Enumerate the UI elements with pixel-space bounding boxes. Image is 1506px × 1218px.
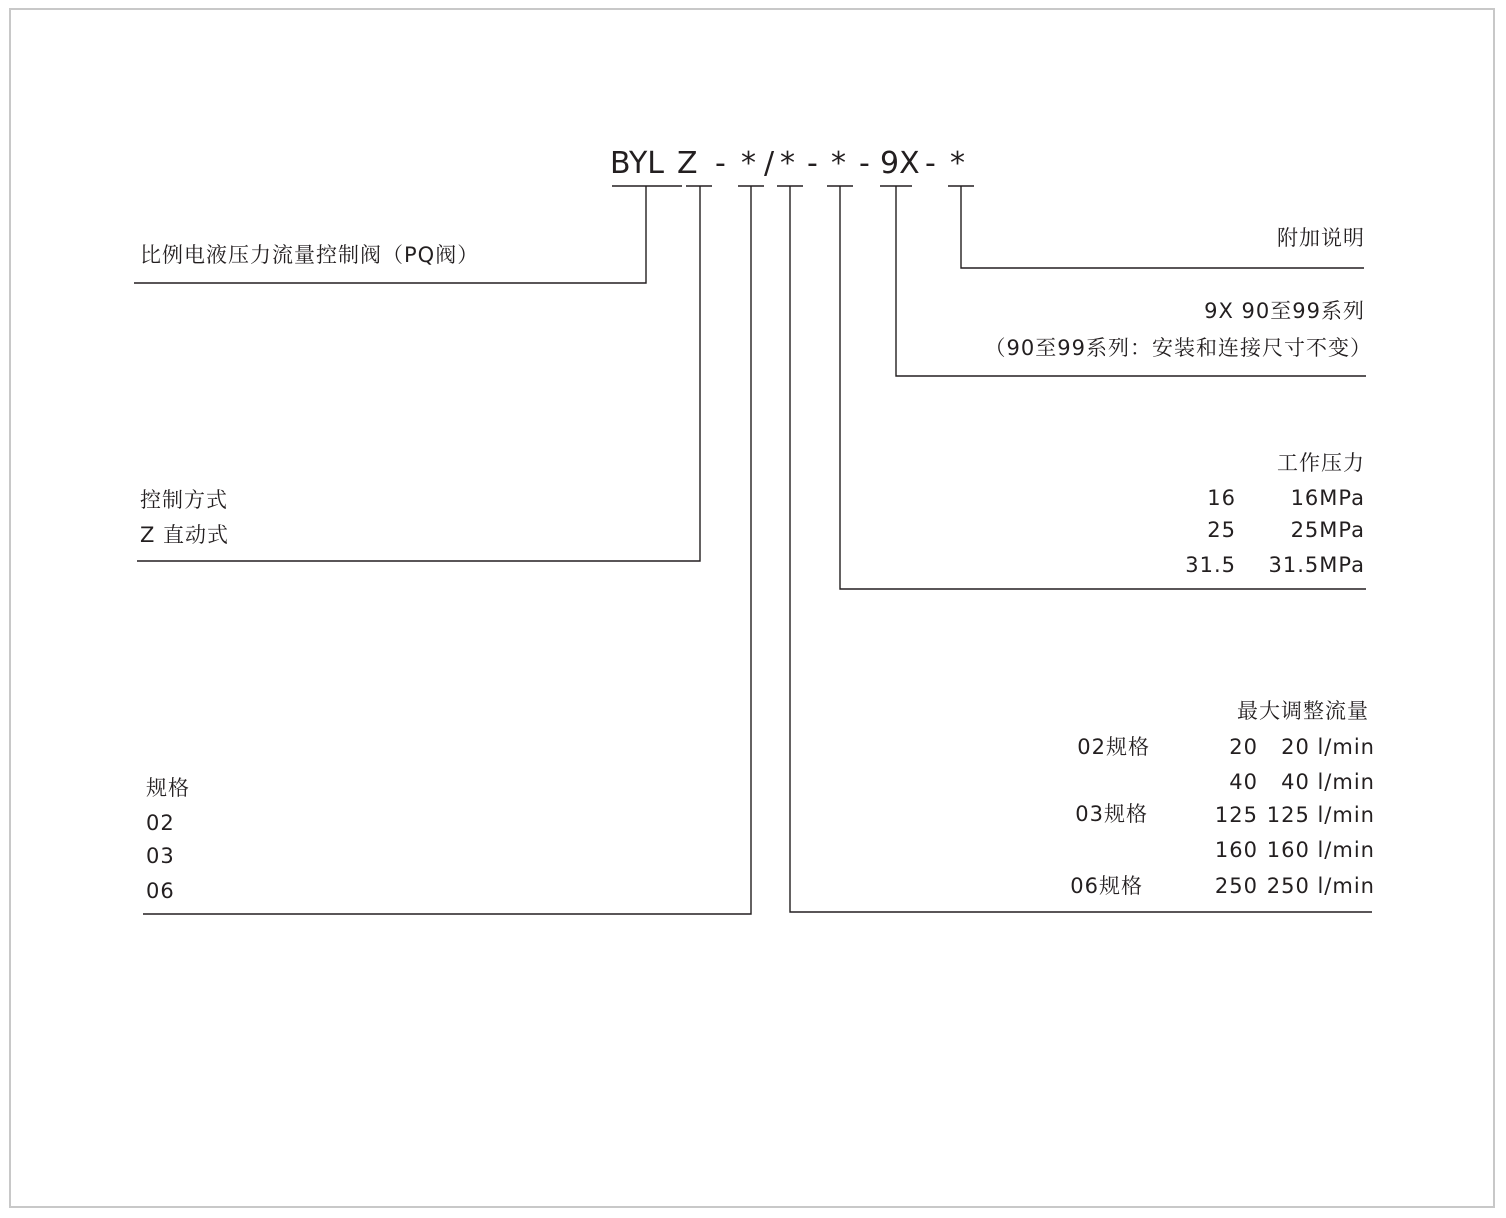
pressure-value-16: 16MPa — [1290, 486, 1365, 510]
code-dash-2: - — [807, 146, 818, 181]
pressure-code-31-5: 31.5 — [1185, 553, 1236, 577]
flow-value-250: 250 l/min — [1266, 874, 1375, 898]
flow-size-06: 06规格 — [1070, 874, 1143, 898]
size-option-03: 03 — [146, 844, 175, 868]
code-extra: * — [950, 146, 965, 181]
code-spec: * — [741, 146, 756, 181]
flow-value-40: 40 l/min — [1281, 770, 1375, 794]
control-mode-option: Z 直动式 — [140, 523, 230, 547]
pressure-title: 工作压力 — [1277, 451, 1365, 475]
extra-note-title: 附加说明 — [1277, 226, 1365, 250]
code-prefix: BYL — [610, 146, 664, 181]
flow-size-02: 02规格 — [1077, 735, 1150, 759]
code-pressure: * — [831, 146, 846, 181]
flow-code-40: 40 — [1229, 770, 1258, 794]
flow-code-20: 20 — [1229, 735, 1258, 759]
flow-code-125: 125 — [1214, 803, 1258, 827]
code-series: 9X — [880, 146, 920, 181]
flow-title: 最大调整流量 — [1237, 699, 1369, 723]
size-option-02: 02 — [146, 811, 175, 835]
control-mode-title: 控制方式 — [140, 488, 228, 512]
code-dash-1: - — [715, 146, 726, 181]
code-dash-4: - — [925, 146, 936, 181]
code-dash-3: - — [859, 146, 870, 181]
size-option-06: 06 — [146, 879, 175, 903]
code-slash: / — [764, 146, 775, 181]
flow-code-160: 160 — [1214, 838, 1258, 862]
flow-size-03: 03规格 — [1075, 802, 1148, 826]
flow-value-20: 20 l/min — [1281, 735, 1375, 759]
leader-product — [134, 186, 646, 283]
leader-size — [143, 186, 751, 914]
pressure-value-25: 25MPa — [1290, 518, 1365, 542]
flow-value-160: 160 l/min — [1266, 838, 1375, 862]
series-line-2: （90至99系列：安装和连接尺寸不变） — [984, 336, 1372, 360]
series-line-1: 9X 90至99系列 — [1204, 299, 1365, 323]
code-flow: * — [780, 146, 795, 181]
pressure-code-16: 16 — [1207, 486, 1236, 510]
pressure-value-31-5: 31.5MPa — [1268, 553, 1365, 577]
product-name: 比例电液压力流量控制阀（PQ阀） — [140, 243, 480, 267]
flow-value-125: 125 l/min — [1266, 803, 1375, 827]
code-control: Z — [677, 146, 698, 181]
flow-code-250: 250 — [1214, 874, 1258, 898]
pressure-code-25: 25 — [1207, 518, 1236, 542]
size-title: 规格 — [146, 776, 190, 800]
